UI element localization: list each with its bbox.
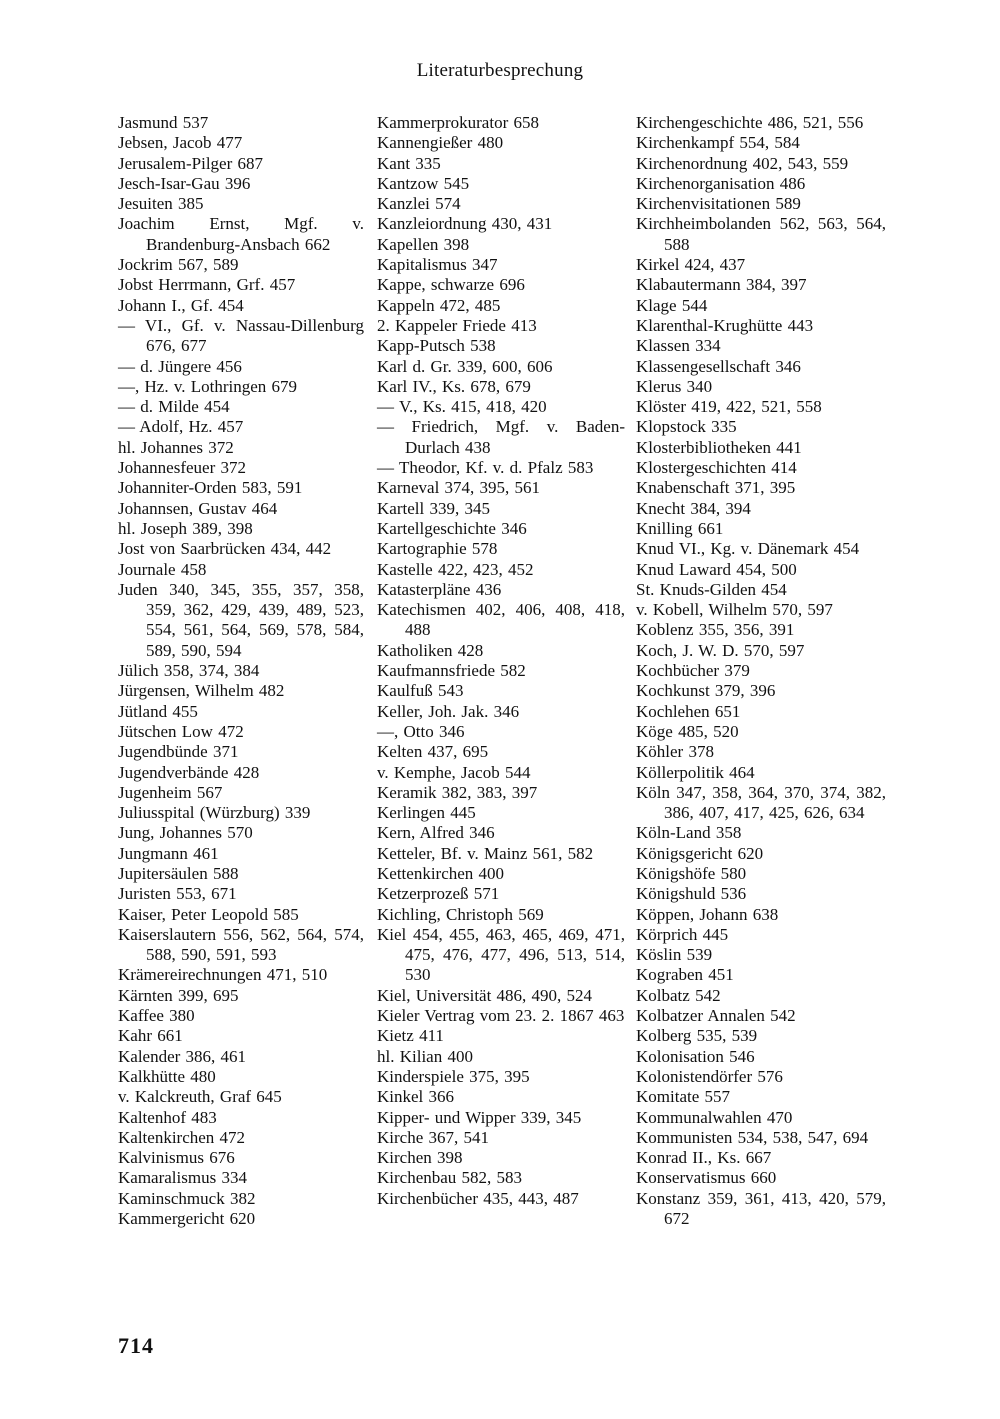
index-entry: Krämereirechnungen 471, 510 [118,965,328,985]
index-entry: Johannsen, Gustav 464 [118,498,278,518]
index-entry: Klarenthal-Krughütte 443 [636,315,814,335]
index-entry: Kommunalwahlen 470 [636,1107,793,1127]
index-entry: Kochlehen 651 [636,701,741,721]
index-entry: Kaiserslautern 556, 562, 564, 574, 588, 590, 591, 593 [118,924,364,965]
index-entry: Koch, J. W. D. 570, 597 [636,640,805,660]
index-entry: Karl IV., Ks. 678, 679 [377,376,531,396]
index-entry: Karneval 374, 395, 561 [377,478,541,498]
index-entry: hl. Kilian 400 [377,1046,473,1066]
index-entry: v. Kemphe, Jacob 544 [377,762,531,782]
index-entry: Kantzow 545 [377,173,470,193]
index-entry: Kalvinismus 676 [118,1148,235,1168]
index-entry: Kirchenorganisation 486 [636,173,806,193]
index-column-3 [636,113,886,1229]
index-entry: Keramik 382, 383, 397 [377,782,538,802]
index-entry: Kinkel 366 [377,1087,455,1107]
index-entry: Kerlingen 445 [377,803,476,823]
index-entry: Körprich 445 [636,924,729,944]
index-entry: Komitate 557 [636,1087,731,1107]
index-entry: Kieler Vertrag vom 23. 2. 1867 463 [377,1006,625,1026]
index-entry: hl. Joseph 389, 398 [118,518,253,538]
index-entry: — Adolf, Hz. 457 [118,417,244,437]
index-entry: 2. Kappeler Friede 413 [377,315,537,335]
index-entry: Köslin 539 [636,945,713,965]
running-head [0,60,1000,82]
index-entry: Johann I., Gf. 454 [118,295,244,315]
index-entry: Köppen, Johann 638 [636,904,779,924]
index-entry: Jülich 358, 374, 384 [118,661,260,681]
index-entry: Konrad II., Ks. 667 [636,1148,772,1168]
index-entry: Johannesfeuer 372 [118,458,246,478]
running-head-text: Literaturbesprechung [416,60,584,81]
index-entry: Kietz 411 [377,1026,444,1046]
index-entry: Kaulfuß 543 [377,681,464,701]
index-entry: Jerusalem-Pilger 687 [118,153,263,173]
index-entry: Konservatismus 660 [636,1168,777,1188]
index-entry: Kanzlei 574 [377,194,461,214]
index-entry: Konstanz 359, 361, 413, 420, 579, 672 [636,1188,886,1229]
index-entry: Kirchheimbolanden 562, 563, 564, 588 [636,214,886,254]
index-entry: v. Kalckreuth, Graf 645 [118,1087,282,1107]
index-entry: Köln-Land 358 [636,823,742,843]
index-entry: Kirchenkampf 554, 584 [636,133,800,153]
index-entry: Klabautermann 384, 397 [636,275,807,295]
index-entry: Kolonistendörfer 576 [636,1066,783,1086]
index-entry: Jütschen Low 472 [118,721,244,741]
index-entry: Johanniter-Orden 583, 591 [118,478,303,498]
index-entry: Kirchen 398 [377,1148,463,1168]
index-entry: Klerus 340 [636,376,713,396]
index-entry: Koblenz 355, 356, 391 [636,620,795,640]
index-entry: Katasterpläne 436 [377,579,502,599]
index-column-2 [377,113,625,1209]
index-entry: Jesuiten 385 [118,194,204,214]
index-entry: Kolonisation 546 [636,1046,755,1066]
index-entry: Kiel, Universität 486, 490, 524 [377,985,593,1005]
index-entry: Kaltenhof 483 [118,1107,217,1127]
index-entry: Kannengießer 480 [377,133,504,153]
index-entry: Köhler 378 [636,742,714,762]
index-entry: Kaltenkirchen 472 [118,1127,246,1147]
index-entry: Kograben 451 [636,965,734,985]
index-entry: v. Kobell, Wilhelm 570, 597 [636,600,833,620]
index-entry: Jesch-Isar-Gau 396 [118,173,251,193]
index-entry: — d. Milde 454 [118,397,230,417]
index-entry: Klosterbibliotheken 441 [636,437,802,457]
index-column-1 [118,113,364,1229]
index-entry: Knud VI., Kg. v. Dänemark 454 [636,539,860,559]
index-entry: Katechismen 402, 406, 408, 418, 488 [377,600,625,640]
index-entry: — V., Ks. 415, 418, 420 [377,397,547,417]
index-entry: Kartellgeschichte 346 [377,518,527,538]
index-entry: Kochbücher 379 [636,661,750,681]
index-entry: Köge 485, 520 [636,721,739,741]
index-entry: — Theodor, Kf. v. d. Pfalz 583 [377,458,594,478]
index-entry: Kiel 454, 455, 463, 465, 469, 471, 475, 476, 477, 496, 513, 514, 530 [377,924,625,985]
index-entry: Jugendverbände 428 [118,762,260,782]
index-entry: Kammerprokurator 658 [377,113,539,132]
index-entry: Kammergericht 620 [118,1209,256,1229]
index-entry: —, Hz. v. Lothringen 679 [118,376,298,396]
index-entry: Juristen 553, 671 [118,884,237,904]
index-entry: Kalender 386, 461 [118,1046,247,1066]
index-entry: — VI., Gf. v. Nassau-Dillenburg 676, 677 [118,315,364,356]
index-entry: Klostergeschichten 414 [636,458,797,478]
index-entry: Knabenschaft 371, 395 [636,478,796,498]
index-entry: Kahr 661 [118,1026,183,1046]
index-entry: Jütland 455 [118,701,198,721]
index-entry: Kapitalismus 347 [377,255,498,275]
index-entry: Köllerpolitik 464 [636,762,755,782]
index-entry: Kalkhütte 480 [118,1066,216,1086]
index-entry: Jupitersäulen 588 [118,863,239,883]
index-entry: Journale 458 [118,559,207,579]
index-entry: hl. Johannes 372 [118,437,234,457]
index-entry: Ketteler, Bf. v. Mainz 561, 582 [377,843,594,863]
index-entry: Juden 340, 345, 355, 357, 358, 359, 362, 429, 439, 489, 523, 554, 561, 564, 569, 578, 584, 589, 590, 594 [118,579,364,660]
index-entry: Knud Laward 454, 500 [636,559,797,579]
index-entry: Kirchenbau 582, 583 [377,1168,523,1188]
index-entry: Joachim Ernst, Mgf. v. Brandenburg-Ansbach 662 [118,214,364,254]
index-entry: Kaminschmuck 382 [118,1188,256,1208]
index-entry: Keller, Joh. Jak. 346 [377,701,520,721]
index-entry: Königsgericht 620 [636,843,764,863]
index-entry: Jung, Johannes 570 [118,823,253,843]
index-entry: Kappe, schwarze 696 [377,275,525,295]
index-entry: Kirchenvisitationen 589 [636,194,801,214]
index-entry: Kelten 437, 695 [377,742,489,762]
index-entry: Kern, Alfred 346 [377,823,495,843]
page-number: 714 [118,1333,154,1358]
index-entry: Kamaralismus 334 [118,1168,247,1188]
index-entry: Jürgensen, Wilhelm 482 [118,681,285,701]
index-entry: Kipper- und Wipper 339, 345 [377,1107,582,1127]
index-entry: Klage 544 [636,295,708,315]
index-entry: Kirchengeschichte 486, 521, 556 [636,113,864,132]
index-entry: Kichling, Christoph 569 [377,904,544,924]
index-entry: Knecht 384, 394 [636,498,751,518]
index-entry: Kolbatzer Annalen 542 [636,1006,796,1026]
index-entry: Kärnten 399, 695 [118,985,239,1005]
index-entry: Knilling 661 [636,518,724,538]
index-entry: Katholiken 428 [377,640,484,660]
index-entry: Klöster 419, 422, 521, 558 [636,397,822,417]
index-entry: Kommunisten 534, 538, 547, 694 [636,1127,869,1147]
index-entry: Kolbatz 542 [636,985,721,1005]
index-entry: Kappeln 472, 485 [377,295,501,315]
index-entry: —, Otto 346 [377,721,465,741]
index-entry: Königshöfe 580 [636,863,747,883]
index-entry: Jasmund 537 [118,113,209,132]
index-entry: Kaufmannsfriede 582 [377,661,526,681]
index-entry: — d. Jüngere 456 [118,356,242,376]
index-entry: Kartell 339, 345 [377,498,490,518]
index-entry: Kinderspiele 375, 395 [377,1066,530,1086]
index-entry: Ketzerprozeß 571 [377,884,500,904]
index-entry: Jobst Herrmann, Grf. 457 [118,275,296,295]
index-entry: Jost von Saarbrücken 434, 442 [118,539,332,559]
index-entry: Kochkunst 379, 396 [636,681,776,701]
index-entry: Karl d. Gr. 339, 600, 606 [377,356,553,376]
index-entry: Kirkel 424, 437 [636,255,746,275]
index-entry: Juliusspital (Würzburg) 339 [118,803,311,823]
index-entry: Köln 347, 358, 364, 370, 374, 382, 386, 407, 417, 425, 626, 634 [636,782,886,823]
index-entry: Kartographie 578 [377,539,498,559]
index-entry: Jugenheim 567 [118,782,223,802]
index-entry: Klassengesellschaft 346 [636,356,801,376]
index-entry: Jugendbünde 371 [118,742,239,762]
index-entry: Kastelle 422, 423, 452 [377,559,534,579]
index-entry: Kirche 367, 541 [377,1127,490,1147]
index-entry: Jockrim 567, 589 [118,255,239,275]
index-entry: Kolberg 535, 539 [636,1026,758,1046]
index-entry: St. Knuds-Gilden 454 [636,579,787,599]
index-entry: Kirchenbücher 435, 443, 487 [377,1188,579,1208]
index-entry: Kaffee 380 [118,1006,195,1026]
index-entry: — Friedrich, Mgf. v. Baden-Durlach 438 [377,417,625,457]
index-entry: Kirchenordnung 402, 543, 559 [636,153,849,173]
index-entry: Jebsen, Jacob 477 [118,133,243,153]
index-entry: Kapellen 398 [377,234,470,254]
index-entry: Klopstock 335 [636,417,737,437]
index-entry: Kaiser, Peter Leopold 585 [118,904,299,924]
index-entry: Kapp-Putsch 538 [377,336,496,356]
index-entry: Jungmann 461 [118,843,219,863]
index-entry: Klassen 334 [636,336,721,356]
index-entry: Kettenkirchen 400 [377,863,505,883]
index-entry: Kanzleiordnung 430, 431 [377,214,553,234]
index-entry: Königshuld 536 [636,884,747,904]
index-entry: Kant 335 [377,153,441,173]
